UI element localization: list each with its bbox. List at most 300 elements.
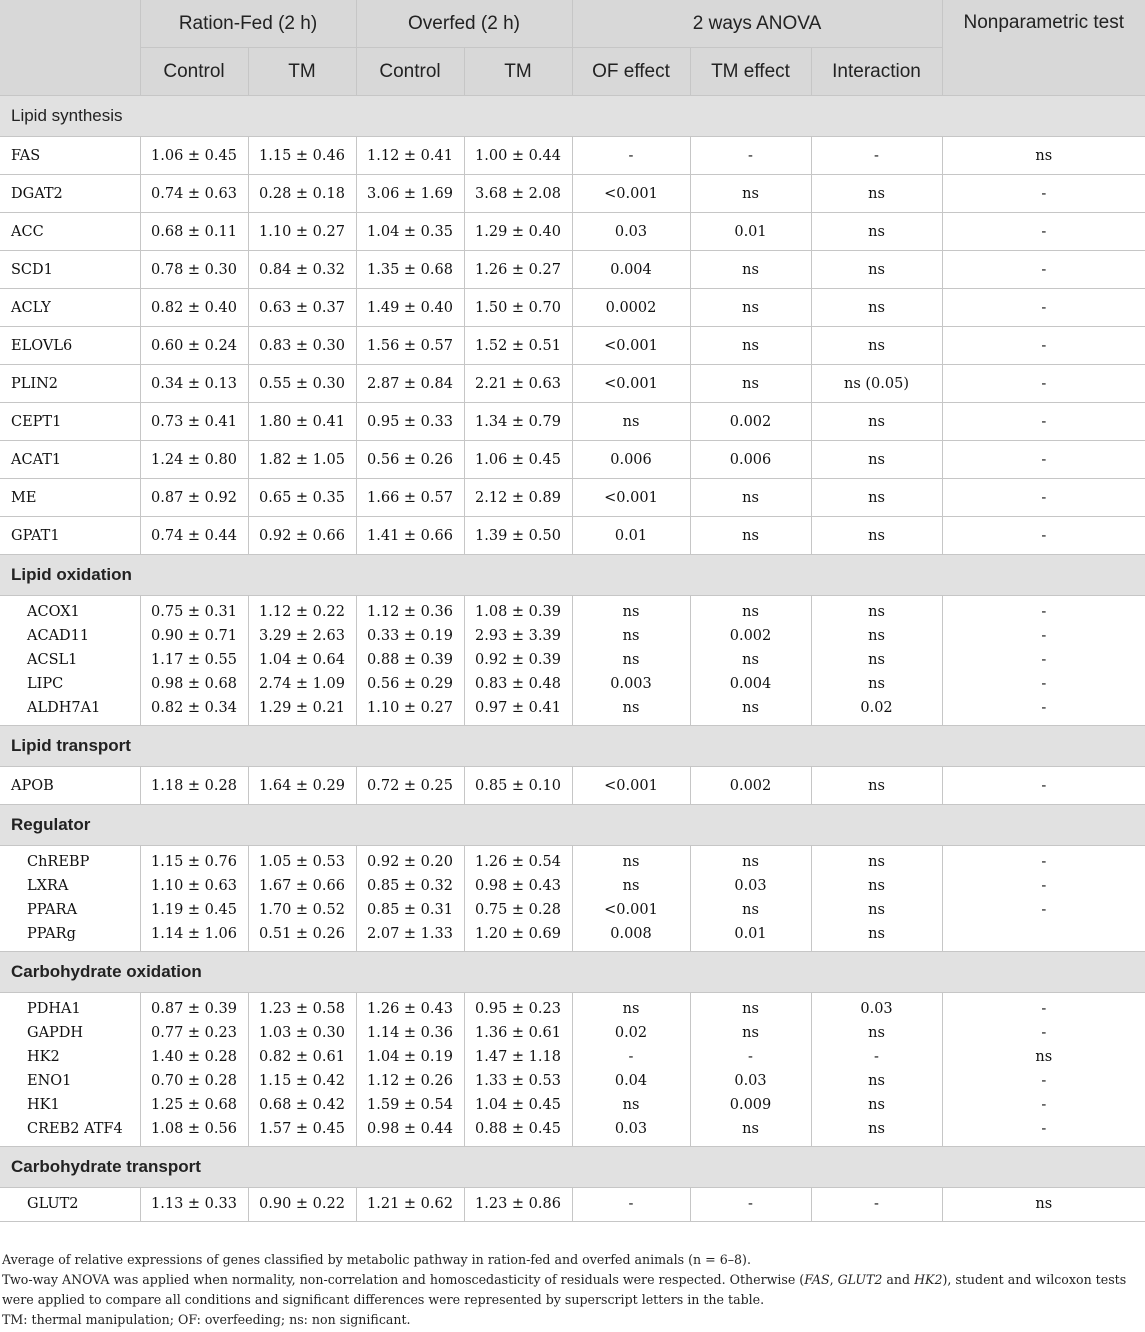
table-row <box>0 696 1145 726</box>
gene-name-cell: GAPDH <box>0 1021 140 1045</box>
header-interaction: Interaction <box>811 48 942 96</box>
tm-effect-cell: ns <box>690 175 811 213</box>
rf-tm-cell: 1.82 ± 1.05 <box>248 441 356 479</box>
table-footnotes <box>2 1250 1142 1330</box>
header-group-ration-fed: Ration-Fed (2 h) <box>140 0 356 48</box>
tm-effect-cell: 0.002 <box>690 403 811 441</box>
rf-tm-cell: 0.84 ± 0.32 <box>248 251 356 289</box>
interaction-cell: ns <box>811 441 942 479</box>
gene-name-cell: LXRA <box>0 874 140 898</box>
of-effect-cell: ns <box>572 596 690 625</box>
rf-control-cell: 0.75 ± 0.31 <box>140 596 248 625</box>
nonparametric-cell: - <box>942 696 1145 726</box>
rf-control-cell: 0.74 ± 0.63 <box>140 175 248 213</box>
interaction-cell: 0.02 <box>811 696 942 726</box>
section-header-row <box>0 952 1145 993</box>
tm-effect-cell: ns <box>690 993 811 1022</box>
rf-control-cell: 0.74 ± 0.44 <box>140 517 248 555</box>
interaction-cell: ns <box>811 213 942 251</box>
tm-effect-cell: 0.03 <box>690 874 811 898</box>
of-control-cell: 0.92 ± 0.20 <box>356 846 464 875</box>
of-effect-cell: <0.001 <box>572 479 690 517</box>
header-row-groups <box>0 0 1145 48</box>
of-control-cell: 1.14 ± 0.36 <box>356 1021 464 1045</box>
nonparametric-cell: - <box>942 898 1145 922</box>
of-tm-cell: 1.04 ± 0.45 <box>464 1093 572 1117</box>
gene-name-cell: GPAT1 <box>0 517 140 555</box>
rf-tm-cell: 1.10 ± 0.27 <box>248 213 356 251</box>
interaction-cell: ns <box>811 1021 942 1045</box>
rf-control-cell: 0.78 ± 0.30 <box>140 251 248 289</box>
footnote-line: Average of relative expressions of genes classified by metabolic pathway in ration-fed and overfed animals (n = 6–8). <box>2 1252 751 1267</box>
header-group-anova: 2 ways ANOVA <box>572 0 942 48</box>
nonparametric-cell: - <box>942 517 1145 555</box>
of-tm-cell: 1.26 ± 0.54 <box>464 846 572 875</box>
rf-tm-cell: 0.51 ± 0.26 <box>248 922 356 952</box>
of-control-cell: 1.12 ± 0.26 <box>356 1069 464 1093</box>
nonparametric-cell: - <box>942 1117 1145 1147</box>
of-control-cell: 0.72 ± 0.25 <box>356 767 464 805</box>
of-control-cell: 2.87 ± 0.84 <box>356 365 464 403</box>
gene-name-cell: ACC <box>0 213 140 251</box>
rf-tm-cell: 1.03 ± 0.30 <box>248 1021 356 1045</box>
table-row <box>0 441 1145 479</box>
interaction-cell: ns <box>811 251 942 289</box>
of-effect-cell: ns <box>572 846 690 875</box>
of-control-cell: 1.26 ± 0.43 <box>356 993 464 1022</box>
interaction-cell: ns (0.05) <box>811 365 942 403</box>
footnote-gene: FAS <box>804 1272 830 1287</box>
header-of-tm: TM <box>464 48 572 96</box>
of-control-cell: 1.59 ± 0.54 <box>356 1093 464 1117</box>
table-row <box>0 479 1145 517</box>
section-title: Regulator <box>0 805 1145 846</box>
tm-effect-cell: 0.006 <box>690 441 811 479</box>
table-row <box>0 874 1145 898</box>
rf-tm-cell: 0.63 ± 0.37 <box>248 289 356 327</box>
of-control-cell: 1.12 ± 0.41 <box>356 137 464 175</box>
of-effect-cell: ns <box>572 696 690 726</box>
of-tm-cell: 1.52 ± 0.51 <box>464 327 572 365</box>
gene-name-cell: DGAT2 <box>0 175 140 213</box>
of-control-cell: 0.33 ± 0.19 <box>356 624 464 648</box>
of-effect-cell: 0.004 <box>572 251 690 289</box>
section-title: Lipid synthesis <box>0 96 1145 137</box>
table-row <box>0 846 1145 875</box>
tm-effect-cell: ns <box>690 517 811 555</box>
tm-effect-cell: 0.009 <box>690 1093 811 1117</box>
tm-effect-cell: ns <box>690 898 811 922</box>
of-effect-cell: 0.01 <box>572 517 690 555</box>
interaction-cell: ns <box>811 648 942 672</box>
gene-name-cell: ACAD11 <box>0 624 140 648</box>
footnote-line: TM: thermal manipulation; OF: overfeeding; ns: non significant. <box>2 1312 411 1327</box>
table-row <box>0 898 1145 922</box>
gene-name-cell: CREB2 ATF4 <box>0 1117 140 1147</box>
gene-name-cell: ELOVL6 <box>0 327 140 365</box>
nonparametric-cell: - <box>942 846 1145 875</box>
interaction-cell: ns <box>811 846 942 875</box>
rf-tm-cell: 0.28 ± 0.18 <box>248 175 356 213</box>
header-corner-cell <box>0 0 140 96</box>
section-header-row <box>0 805 1145 846</box>
footnote-text: , <box>829 1272 838 1287</box>
table-row <box>0 213 1145 251</box>
nonparametric-cell: - <box>942 441 1145 479</box>
section-header-row <box>0 96 1145 137</box>
section-title: Carbohydrate transport <box>0 1147 1145 1188</box>
interaction-cell: ns <box>811 1117 942 1147</box>
table-row <box>0 1045 1145 1069</box>
of-control-cell: 1.12 ± 0.36 <box>356 596 464 625</box>
nonparametric-cell: - <box>942 874 1145 898</box>
of-tm-cell: 1.06 ± 0.45 <box>464 441 572 479</box>
gene-name-cell: SCD1 <box>0 251 140 289</box>
of-tm-cell: 0.95 ± 0.23 <box>464 993 572 1022</box>
rf-control-cell: 0.34 ± 0.13 <box>140 365 248 403</box>
footnote-gene: HK2 <box>914 1272 943 1287</box>
rf-control-cell: 1.10 ± 0.63 <box>140 874 248 898</box>
of-tm-cell: 1.00 ± 0.44 <box>464 137 572 175</box>
of-control-cell: 0.98 ± 0.44 <box>356 1117 464 1147</box>
table-row <box>0 1188 1145 1222</box>
of-effect-cell: <0.001 <box>572 365 690 403</box>
interaction-cell: ns <box>811 922 942 952</box>
of-control-cell: 3.06 ± 1.69 <box>356 175 464 213</box>
of-effect-cell: ns <box>572 648 690 672</box>
gene-name-cell: ACLY <box>0 289 140 327</box>
tm-effect-cell: - <box>690 137 811 175</box>
gene-name-cell: HK1 <box>0 1093 140 1117</box>
rf-tm-cell: 1.05 ± 0.53 <box>248 846 356 875</box>
of-effect-cell: <0.001 <box>572 898 690 922</box>
rf-tm-cell: 1.70 ± 0.52 <box>248 898 356 922</box>
nonparametric-cell: - <box>942 479 1145 517</box>
header-of-control: Control <box>356 48 464 96</box>
header-group-overfed: Overfed (2 h) <box>356 0 572 48</box>
gene-name-cell: GLUT2 <box>0 1188 140 1222</box>
gene-name-cell: PPARg <box>0 922 140 952</box>
rf-control-cell: 1.15 ± 0.76 <box>140 846 248 875</box>
nonparametric-cell: - <box>942 672 1145 696</box>
tm-effect-cell: 0.01 <box>690 213 811 251</box>
rf-control-cell: 0.60 ± 0.24 <box>140 327 248 365</box>
of-control-cell: 1.35 ± 0.68 <box>356 251 464 289</box>
section-title: Lipid oxidation <box>0 555 1145 596</box>
gene-name-cell: ACSL1 <box>0 648 140 672</box>
rf-control-cell: 1.19 ± 0.45 <box>140 898 248 922</box>
tm-effect-cell: ns <box>690 1021 811 1045</box>
gene-name-cell: HK2 <box>0 1045 140 1069</box>
table-row <box>0 289 1145 327</box>
footnote-text: ), student and wilcoxon tests were applied to compare all conditions and significant differences were represented by superscript letters in the table. <box>2 1272 1127 1307</box>
interaction-cell: - <box>811 1188 942 1222</box>
tm-effect-cell: ns <box>690 696 811 726</box>
tm-effect-cell: 0.03 <box>690 1069 811 1093</box>
interaction-cell: ns <box>811 403 942 441</box>
tm-effect-cell: ns <box>690 648 811 672</box>
gene-name-cell: ACAT1 <box>0 441 140 479</box>
of-effect-cell: ns <box>572 624 690 648</box>
nonparametric-cell: - <box>942 624 1145 648</box>
interaction-cell: ns <box>811 1069 942 1093</box>
nonparametric-cell: - <box>942 251 1145 289</box>
interaction-cell: ns <box>811 898 942 922</box>
tm-effect-cell: ns <box>690 251 811 289</box>
rf-tm-cell: 1.12 ± 0.22 <box>248 596 356 625</box>
rf-tm-cell: 0.55 ± 0.30 <box>248 365 356 403</box>
gene-name-cell: ACOX1 <box>0 596 140 625</box>
of-control-cell: 1.04 ± 0.19 <box>356 1045 464 1069</box>
of-effect-cell: - <box>572 137 690 175</box>
rf-tm-cell: 1.29 ± 0.21 <box>248 696 356 726</box>
table-row <box>0 327 1145 365</box>
nonparametric-cell: - <box>942 648 1145 672</box>
of-effect-cell: 0.006 <box>572 441 690 479</box>
nonparametric-cell <box>942 922 1145 952</box>
tm-effect-cell: 0.002 <box>690 624 811 648</box>
of-control-cell: 1.66 ± 0.57 <box>356 479 464 517</box>
table-row <box>0 1021 1145 1045</box>
of-effect-cell: 0.003 <box>572 672 690 696</box>
tm-effect-cell: ns <box>690 327 811 365</box>
gene-name-cell: ALDH7A1 <box>0 696 140 726</box>
rf-tm-cell: 0.65 ± 0.35 <box>248 479 356 517</box>
of-tm-cell: 1.23 ± 0.86 <box>464 1188 572 1222</box>
interaction-cell: ns <box>811 479 942 517</box>
nonparametric-cell: - <box>942 365 1145 403</box>
of-control-cell: 2.07 ± 1.33 <box>356 922 464 952</box>
table-row <box>0 767 1145 805</box>
interaction-cell: ns <box>811 327 942 365</box>
table-row <box>0 403 1145 441</box>
gene-name-cell: CEPT1 <box>0 403 140 441</box>
rf-tm-cell: 0.68 ± 0.42 <box>248 1093 356 1117</box>
nonparametric-cell: - <box>942 1021 1145 1045</box>
rf-control-cell: 1.17 ± 0.55 <box>140 648 248 672</box>
table-row <box>0 1117 1145 1147</box>
gene-name-cell: ENO1 <box>0 1069 140 1093</box>
rf-control-cell: 1.06 ± 0.45 <box>140 137 248 175</box>
of-control-cell: 1.41 ± 0.66 <box>356 517 464 555</box>
header-rf-tm: TM <box>248 48 356 96</box>
of-control-cell: 0.95 ± 0.33 <box>356 403 464 441</box>
nonparametric-cell: ns <box>942 137 1145 175</box>
rf-control-cell: 0.70 ± 0.28 <box>140 1069 248 1093</box>
of-tm-cell: 1.39 ± 0.50 <box>464 517 572 555</box>
nonparametric-cell: - <box>942 327 1145 365</box>
rf-control-cell: 0.73 ± 0.41 <box>140 403 248 441</box>
gene-name-cell: PLIN2 <box>0 365 140 403</box>
of-tm-cell: 0.92 ± 0.39 <box>464 648 572 672</box>
of-effect-cell: 0.02 <box>572 1021 690 1045</box>
footnote-gene: GLUT2 <box>837 1272 883 1287</box>
footnote-text: Two-way ANOVA was applied when normality, non-correlation and homoscedasticity of residuals were respected. Otherwise ( <box>2 1272 805 1287</box>
nonparametric-cell: ns <box>942 1045 1145 1069</box>
of-effect-cell: <0.001 <box>572 767 690 805</box>
of-effect-cell: ns <box>572 993 690 1022</box>
of-tm-cell: 1.33 ± 0.53 <box>464 1069 572 1093</box>
rf-control-cell: 0.82 ± 0.40 <box>140 289 248 327</box>
rf-control-cell: 1.40 ± 0.28 <box>140 1045 248 1069</box>
gene-name-cell: PPARA <box>0 898 140 922</box>
interaction-cell: ns <box>811 175 942 213</box>
of-tm-cell: 2.12 ± 0.89 <box>464 479 572 517</box>
tm-effect-cell: ns <box>690 1117 811 1147</box>
table-row <box>0 1093 1145 1117</box>
table-row <box>0 251 1145 289</box>
footnote-line <box>2 1270 1142 1310</box>
table-row <box>0 648 1145 672</box>
of-control-cell: 0.88 ± 0.39 <box>356 648 464 672</box>
rf-tm-cell: 1.15 ± 0.42 <box>248 1069 356 1093</box>
tm-effect-cell: 0.004 <box>690 672 811 696</box>
rf-control-cell: 0.98 ± 0.68 <box>140 672 248 696</box>
section-header-row <box>0 726 1145 767</box>
of-control-cell: 1.10 ± 0.27 <box>356 696 464 726</box>
of-effect-cell: <0.001 <box>572 175 690 213</box>
of-effect-cell: ns <box>572 874 690 898</box>
rf-control-cell: 1.18 ± 0.28 <box>140 767 248 805</box>
of-effect-cell: 0.0002 <box>572 289 690 327</box>
of-tm-cell: 0.98 ± 0.43 <box>464 874 572 898</box>
interaction-cell: ns <box>811 289 942 327</box>
of-tm-cell: 1.47 ± 1.18 <box>464 1045 572 1069</box>
rf-tm-cell: 2.74 ± 1.09 <box>248 672 356 696</box>
of-tm-cell: 2.21 ± 0.63 <box>464 365 572 403</box>
rf-tm-cell: 1.57 ± 0.45 <box>248 1117 356 1147</box>
section-header-row <box>0 555 1145 596</box>
rf-control-cell: 1.14 ± 1.06 <box>140 922 248 952</box>
rf-tm-cell: 1.04 ± 0.64 <box>248 648 356 672</box>
table-row <box>0 993 1145 1022</box>
header-of-effect: OF effect <box>572 48 690 96</box>
rf-control-cell: 1.25 ± 0.68 <box>140 1093 248 1117</box>
table-row <box>0 137 1145 175</box>
of-tm-cell: 1.36 ± 0.61 <box>464 1021 572 1045</box>
rf-tm-cell: 0.82 ± 0.61 <box>248 1045 356 1069</box>
header-tm-effect: TM effect <box>690 48 811 96</box>
of-tm-cell: 0.85 ± 0.10 <box>464 767 572 805</box>
gene-name-cell: LIPC <box>0 672 140 696</box>
rf-control-cell: 0.82 ± 0.34 <box>140 696 248 726</box>
tm-effect-cell: ns <box>690 479 811 517</box>
interaction-cell: ns <box>811 596 942 625</box>
of-tm-cell: 1.50 ± 0.70 <box>464 289 572 327</box>
rf-tm-cell: 1.23 ± 0.58 <box>248 993 356 1022</box>
of-effect-cell: 0.008 <box>572 922 690 952</box>
of-tm-cell: 1.20 ± 0.69 <box>464 922 572 952</box>
of-control-cell: 1.04 ± 0.35 <box>356 213 464 251</box>
tm-effect-cell: ns <box>690 289 811 327</box>
section-title: Lipid transport <box>0 726 1145 767</box>
table-row <box>0 175 1145 213</box>
of-control-cell: 1.21 ± 0.62 <box>356 1188 464 1222</box>
of-tm-cell: 2.93 ± 3.39 <box>464 624 572 648</box>
tm-effect-cell: - <box>690 1188 811 1222</box>
section-title: Carbohydrate oxidation <box>0 952 1145 993</box>
of-control-cell: 0.85 ± 0.32 <box>356 874 464 898</box>
gene-name-cell: APOB <box>0 767 140 805</box>
section-header-row <box>0 1147 1145 1188</box>
nonparametric-cell: - <box>942 596 1145 625</box>
rf-control-cell: 1.13 ± 0.33 <box>140 1188 248 1222</box>
table-row <box>0 922 1145 952</box>
interaction-cell: ns <box>811 1093 942 1117</box>
interaction-cell: ns <box>811 874 942 898</box>
footnote-text: and <box>882 1272 915 1287</box>
rf-tm-cell: 1.67 ± 0.66 <box>248 874 356 898</box>
nonparametric-cell: - <box>942 213 1145 251</box>
interaction-cell: ns <box>811 767 942 805</box>
nonparametric-cell: - <box>942 175 1145 213</box>
of-effect-cell: ns <box>572 403 690 441</box>
gene-name-cell: ME <box>0 479 140 517</box>
header-group-nonparametric: Nonparametric test <box>942 0 1145 96</box>
rf-control-cell: 0.87 ± 0.39 <box>140 993 248 1022</box>
of-control-cell: 0.56 ± 0.26 <box>356 441 464 479</box>
tm-effect-cell: ns <box>690 846 811 875</box>
of-tm-cell: 0.75 ± 0.28 <box>464 898 572 922</box>
interaction-cell: ns <box>811 624 942 648</box>
tm-effect-cell: 0.002 <box>690 767 811 805</box>
interaction-cell: ns <box>811 517 942 555</box>
gene-name-cell: PDHA1 <box>0 993 140 1022</box>
rf-tm-cell: 1.80 ± 0.41 <box>248 403 356 441</box>
nonparametric-cell: ns <box>942 1188 1145 1222</box>
tm-effect-cell: 0.01 <box>690 922 811 952</box>
interaction-cell: 0.03 <box>811 993 942 1022</box>
rf-control-cell: 0.68 ± 0.11 <box>140 213 248 251</box>
of-tm-cell: 1.29 ± 0.40 <box>464 213 572 251</box>
of-effect-cell: ns <box>572 1093 690 1117</box>
of-control-cell: 0.56 ± 0.29 <box>356 672 464 696</box>
rf-tm-cell: 1.64 ± 0.29 <box>248 767 356 805</box>
of-effect-cell: 0.03 <box>572 213 690 251</box>
table-row <box>0 672 1145 696</box>
rf-tm-cell: 1.15 ± 0.46 <box>248 137 356 175</box>
rf-tm-cell: 0.83 ± 0.30 <box>248 327 356 365</box>
rf-tm-cell: 3.29 ± 2.63 <box>248 624 356 648</box>
nonparametric-cell: - <box>942 993 1145 1022</box>
nonparametric-cell: - <box>942 289 1145 327</box>
table-row <box>0 517 1145 555</box>
of-tm-cell: 0.97 ± 0.41 <box>464 696 572 726</box>
header-rf-control: Control <box>140 48 248 96</box>
of-effect-cell: <0.001 <box>572 327 690 365</box>
of-tm-cell: 1.26 ± 0.27 <box>464 251 572 289</box>
of-effect-cell: 0.04 <box>572 1069 690 1093</box>
tm-effect-cell: - <box>690 1045 811 1069</box>
of-control-cell: 0.85 ± 0.31 <box>356 898 464 922</box>
of-effect-cell: - <box>572 1188 690 1222</box>
table-body <box>0 96 1145 1222</box>
interaction-cell: - <box>811 137 942 175</box>
of-tm-cell: 1.08 ± 0.39 <box>464 596 572 625</box>
nonparametric-cell: - <box>942 1069 1145 1093</box>
nonparametric-cell: - <box>942 403 1145 441</box>
table-row <box>0 624 1145 648</box>
of-tm-cell: 3.68 ± 2.08 <box>464 175 572 213</box>
rf-tm-cell: 0.90 ± 0.22 <box>248 1188 356 1222</box>
tm-effect-cell: ns <box>690 596 811 625</box>
gene-name-cell: ChREBP <box>0 846 140 875</box>
of-tm-cell: 1.34 ± 0.79 <box>464 403 572 441</box>
of-effect-cell: - <box>572 1045 690 1069</box>
gene-name-cell: FAS <box>0 137 140 175</box>
interaction-cell: ns <box>811 672 942 696</box>
nonparametric-cell: - <box>942 767 1145 805</box>
